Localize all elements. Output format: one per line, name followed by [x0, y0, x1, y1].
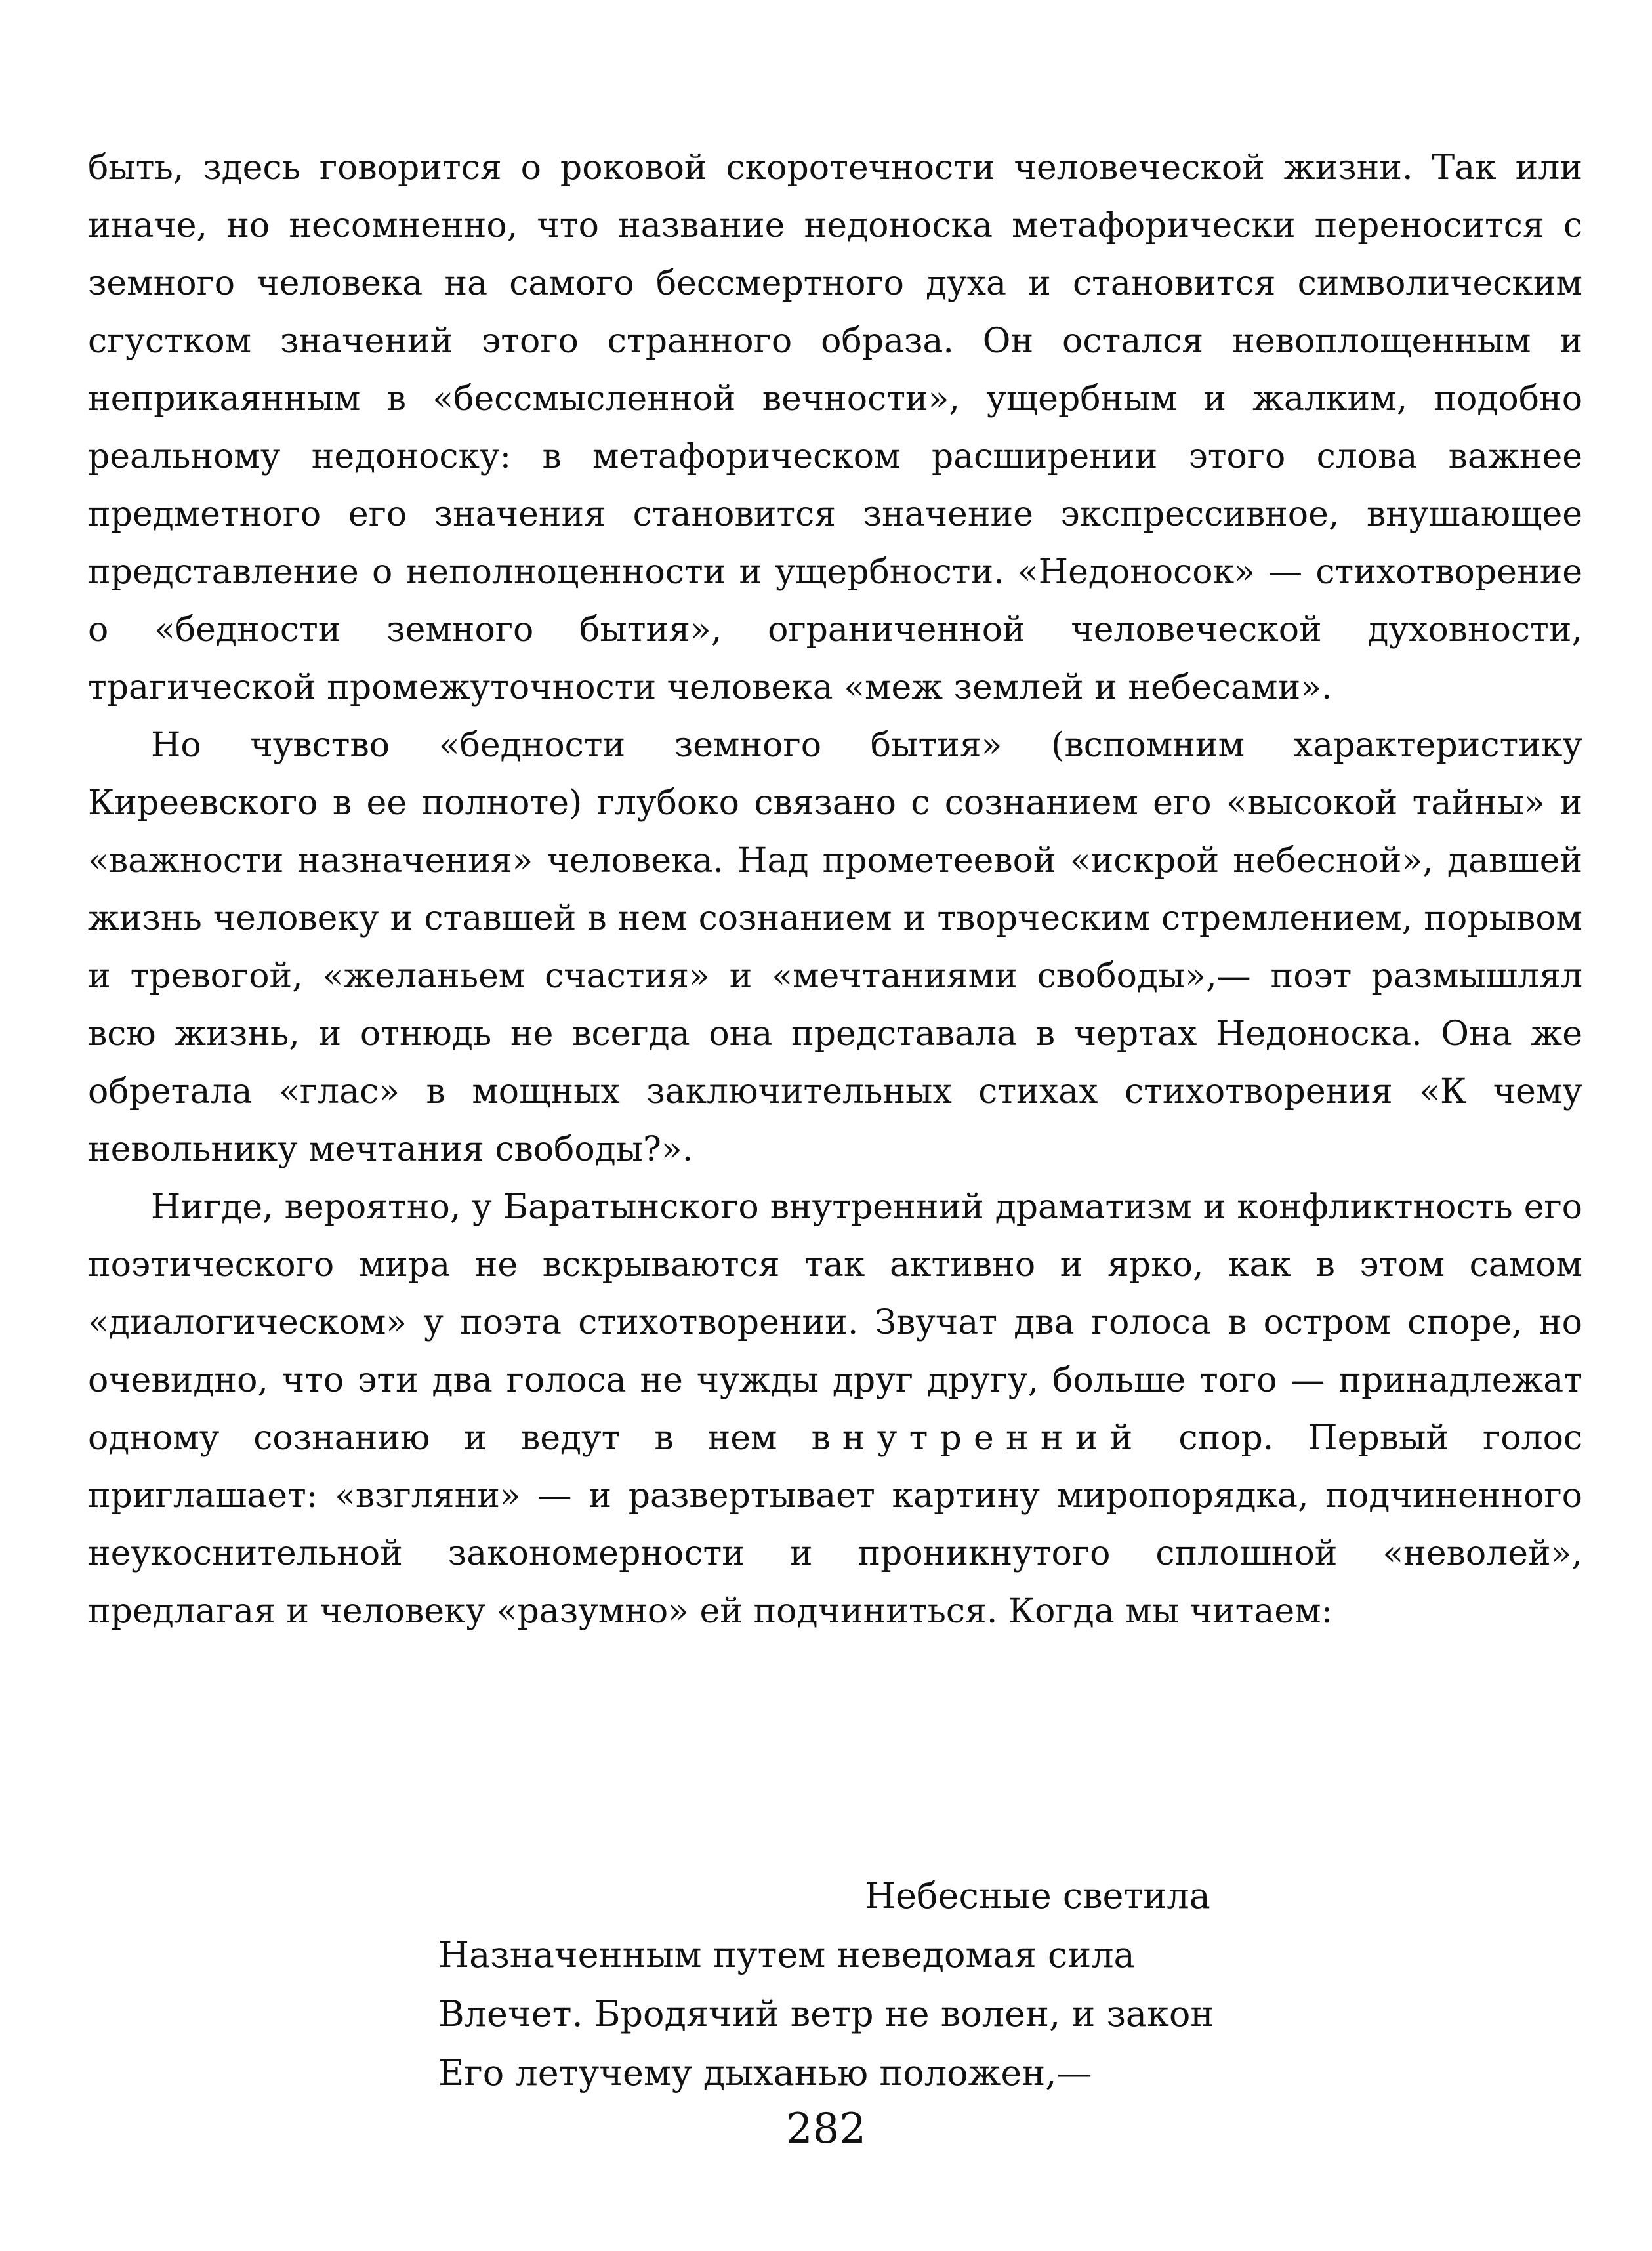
paragraph-1: быть, здесь говорится о роковой скоротечности человеческой жизни. Так или иначе, но несомненно, что название недоноска метафорически переносится с земного человека на самого бессмертного духа и становится символическим сгустком значений этого странного образа. Он остался невоплощенным и неприкаянным в «бессмысленной вечности», ущербным и жалким, подобно реальному недоноску: в метафорическом расширении этого слова важнее предметного его значения становится значение экспрессивное, внушающее представление о неполноценности и ущербности. «Недоносок» — стихотворение о «бедности земного бытия», ограниченной человеческой духовности, трагической промежуточности человека «меж землей и небесами».	[88, 148, 1582, 707]
paragraph-2: Но чувство «бедности земного бытия» (вспомним характеристику Киреевского в ее полноте) глубоко связано с сознанием его «высокой тайны» и «важности назначения» человека. Над прометеевой «искрой небесной», давшей жизнь человеку и ставшей в нем сознанием и творческим стремлением, порывом и тревогой, «желаньем счастия» и «мечтаниями свободы»,— поэт размышлял всю жизнь, и отнюдь не всегда она представала в чертах Недоноска. Она же обретала «глас» в мощных заключительных стихах стихотворения «К чему невольнику мечтания свободы?».	[88, 726, 1582, 1169]
paragraph-3-text-after: спор. Первый голос приглашает: «взгляни» — и развертывает картину миропорядка, подчиненного неукоснительной закономерности и проникнутого сплошной «неволей», предлагая и человеку «разумно» ей подчиниться. Когда мы читаем:	[88, 1418, 1582, 1631]
page-number: 282	[785, 2105, 867, 2153]
verse-line-4: Его летучему дыханью положен,—	[438, 2052, 1092, 2094]
verse-line-2: Назначенным путем неведомая сила	[438, 1934, 1135, 1975]
verse-quote	[438, 1867, 1214, 2103]
paragraph-3-text-before: Нигде, вероятно, у Баратынского внутренний драматизм и конфликтность его поэтического мира не вскрываются так активно и ярко, как в этом самом «диалогическом» у поэта стихотворении. Звучат два голоса в остром споре, но очевидно, что эти два голоса не чужды друг другу, больше того — принадлежат одному сознанию и ведут в нем	[88, 1187, 1582, 1458]
body-text	[88, 139, 1582, 1640]
verse-line-3: Влечет. Бродячий ветр не волен, и закон	[438, 1993, 1214, 2034]
paragraph-3	[88, 1178, 1582, 1640]
verse-line-1: Небесные светила	[865, 1875, 1210, 1916]
spaced-emphasis-word: внутренний	[811, 1418, 1145, 1458]
